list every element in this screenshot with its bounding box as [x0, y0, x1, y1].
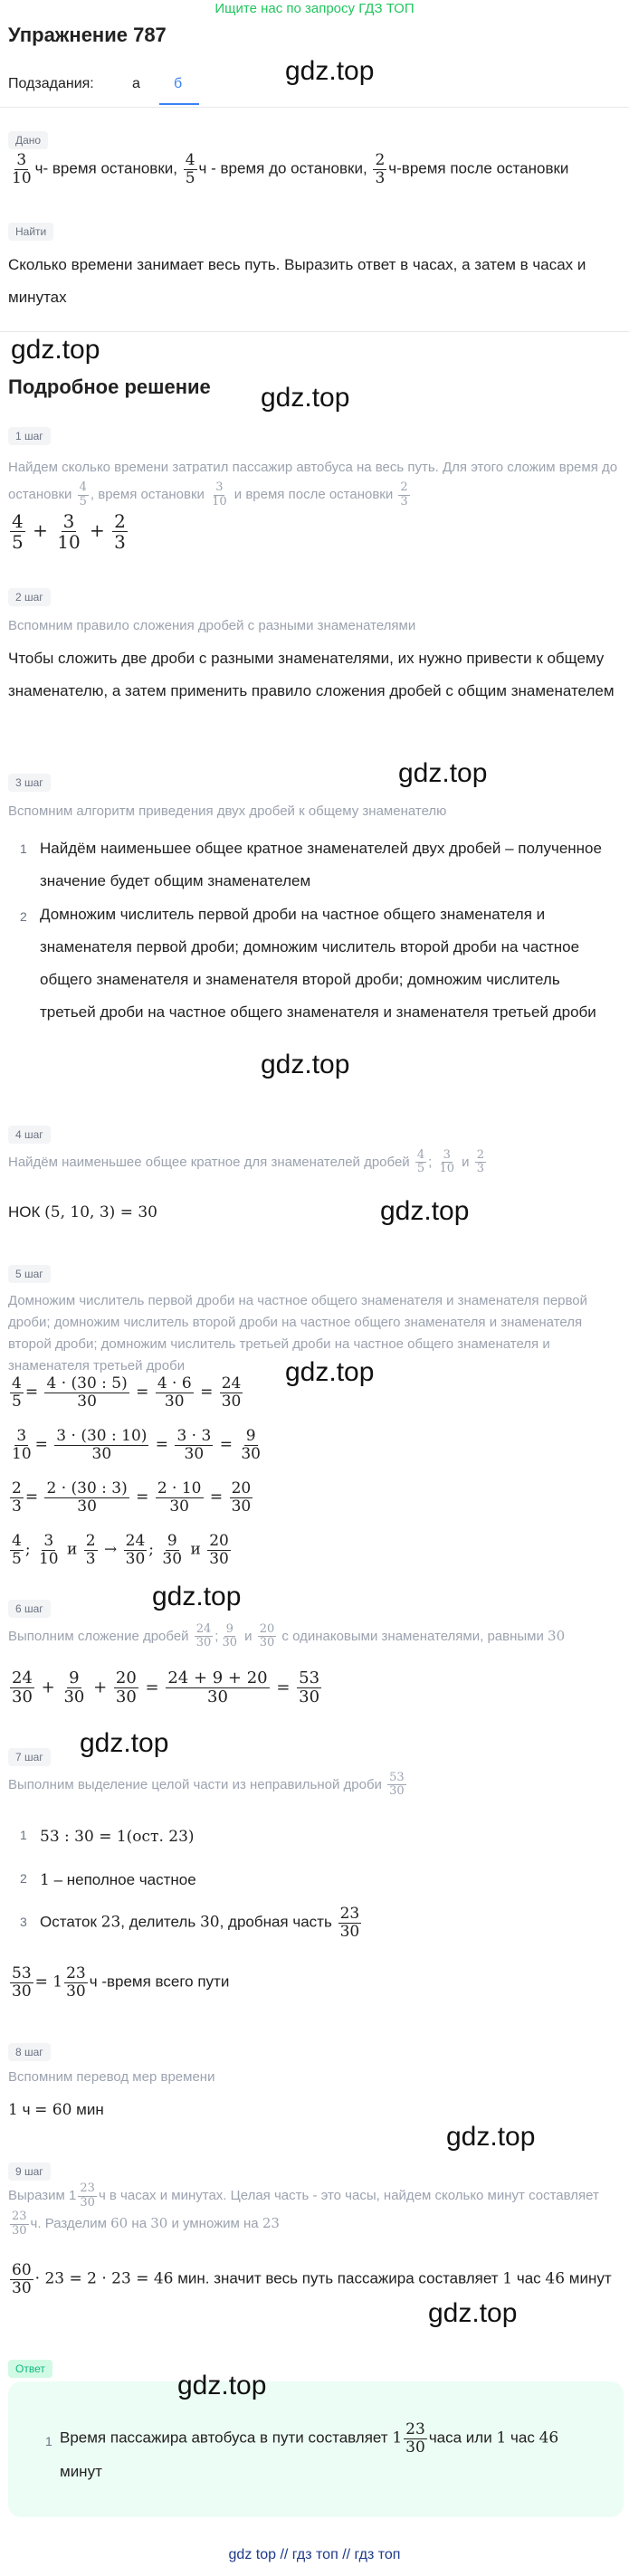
step3-gray: Вспомним алгоритм приведения двух дробей к общему знаменателю [8, 803, 447, 819]
list-number: 1 [20, 1828, 27, 1842]
step4-nok: НОК (5, 10, 3) = 30 [8, 1203, 157, 1221]
solution-title: Подробное решение [8, 375, 211, 398]
watermark: gdz.top [398, 758, 488, 788]
watermark: gdz.top [80, 1728, 169, 1758]
find-chip: Найти [8, 223, 53, 241]
watermark: gdz.top [285, 1357, 375, 1387]
watermark: gdz.top [261, 1050, 350, 1079]
footer-links[interactable]: gdz top // гдз топ // гдз топ [228, 2547, 401, 2562]
step1-formula: $\frac{4}{5}$ + $\frac{3}{10}$ + $\frac{2}{3}$ [12, 510, 126, 553]
step-chip: 6 шаг [8, 1600, 51, 1618]
watermark: gdz.top [177, 2371, 267, 2400]
answer-chip: Ответ [8, 2360, 52, 2378]
step-chip: 4 шаг [8, 1126, 51, 1144]
list-item: 1 – неполное частное [40, 1871, 196, 1889]
step9-text: $\frac{60}{30}$ · 23 = 2 · 23 = 46 мин. значит весь путь пассажира составляет 1 час 46 минут [12, 2261, 612, 2297]
step9-gray: Выразим 1 $\frac{23}{30}$ ч в часах и минутах. Целая часть - это часы, найдем сколько минут составляет $\frac{23}{30}$ ч. Разделим 60 на 30 и умножим на 23 [8, 2182, 599, 2238]
divider [0, 107, 629, 108]
list-number: 2 [20, 1871, 27, 1886]
step5-gray: Домножим числитель первой дроби на частное общего знаменателя и знаменателя первой дроби; домножим числитель второй дроби на частное общего знаменателя и знаменателя второй дроби; домножим числитель третьей дроби на частное общего знаменателя и знаменателя третьей дроби [8, 1293, 588, 1374]
step6-formula: $\frac{24}{30}$ + $\frac{9}{30}$ + $\frac{20}{30}$ = $\frac{24 + 9 + 20}{30}$ = $\frac{53}{30}$ [12, 1668, 320, 1706]
subtasks-label: Подзадания: [8, 76, 94, 91]
step8-gray: Вспомним перевод мер времени [8, 2069, 215, 2085]
list-number: 3 [20, 1915, 27, 1929]
list-item: Домножим числитель первой дроби на частное общего знаменателя и знаменателя первой дроби; домножим числитель второй дроби на частное общего знаменателя и знаменателя второй дроби; домножим числитель третьей дроби на частное общего знаменателя и знаменателя третьей дроби [40, 906, 596, 1021]
step6-gray: Выполним сложение дробей $\frac{24}{30}$ ; $\frac{9}{30}$ и $\frac{20}{30}$ с одинаковыми знаменателями, равными 30 [8, 1622, 566, 1650]
step5-eq1: $\frac{4}{5}$ = $\frac{4 \cdot (30 : 5)}{30}$ = $\frac{4 \cdot 6}{30}$ = $\frac{24}{30}$ [12, 1374, 242, 1411]
step-chip: 7 шаг [8, 1748, 51, 1766]
watermark: gdz.top [446, 2122, 536, 2152]
divider [0, 331, 629, 332]
list-item: Найдём наименьшее общее кратное знаменателей двух дробей – полученное значение будет общим знаменателем [40, 840, 602, 889]
step-chip: 1 шаг [8, 427, 51, 445]
find-text: Сколько времени занимает весь путь. Выразить ответ в часах, а затем в часах и минутах [8, 256, 586, 306]
step4-gray: Найдём наименьшее общее кратное для знаменателей дробей $\frac{4}{5}$ ; $\frac{3}{10}$ и $\frac{2}{3}$ [8, 1148, 485, 1176]
watermark: gdz.top [428, 2298, 518, 2328]
list-number: 1 [20, 841, 27, 856]
step5-eq2: $\frac{3}{10}$ = $\frac{3 \cdot (30 : 10)}{30}$ = $\frac{3 \cdot 3}{30}$ = $\frac{9}{30}$ [12, 1427, 261, 1463]
step-chip: 5 шаг [8, 1265, 51, 1283]
watermark: gdz.top [152, 1582, 242, 1611]
promo-banner[interactable]: Ищите нас по запросу ГДЗ ТОП [214, 1, 415, 16]
step2-text: Чтобы сложить две дроби с разными знаменателями, их нужно привести к общему знаменателю, а затем применить правило сложения дробей с общим знаменателем [8, 650, 615, 699]
page-title: Упражнение 787 [8, 24, 167, 46]
step7-gray: Выполним выделение целой части из неправильной дроби $\frac{53}{30}$ [8, 1771, 405, 1799]
step2-gray: Вспомним правило сложения дробей с разными знаменателями [8, 618, 416, 633]
active-tab-indicator [159, 103, 199, 105]
answer-text: Время пассажира автобуса в пути составляет 1 $\frac{23}{30}$ часа или 1 час 46 минут [60, 2420, 559, 2481]
step-chip: 9 шаг [8, 2163, 51, 2181]
step5-eq3: $\frac{2}{3}$ = $\frac{2 \cdot (30 : 3)}{30}$ = $\frac{2 \cdot 10}{30}$ = $\frac{20}{30}$ [12, 1479, 252, 1516]
step-chip: 8 шаг [8, 2043, 51, 2061]
list-number: 1 [45, 2434, 52, 2448]
step1-text: Найдем сколько времени затратил пассажир автобуса на весь путь. Для этого сложим время до остановки $\frac{4}{5}$ , время остановки $\frac{3}{10}$ и время после остановки $\frac{2}{3}$ [8, 460, 618, 509]
watermark: gdz.top [285, 56, 375, 86]
step8-text: 1 ч = 60 мин [8, 2101, 104, 2119]
watermark: gdz.top [11, 335, 100, 365]
tab-b[interactable]: б [174, 76, 183, 91]
step5-eq4: $\frac{4}{5}$ ; $\frac{3}{10}$ и $\frac{2}{3}$ → $\frac{24}{30}$ ; $\frac{9}{30}$ и $\frac{20}{30}$ [12, 1532, 229, 1568]
list-item: Остаток 23, делитель 30, дробная часть $\frac{23}{30}$ [40, 1905, 360, 1941]
list-number: 2 [20, 909, 27, 924]
list-item: 53 : 30 = 1(ост. 23) [40, 1828, 195, 1846]
watermark: gdz.top [261, 383, 350, 413]
given-chip: Дано [8, 131, 48, 149]
watermark: gdz.top [380, 1196, 470, 1226]
step7-result: $\frac{53}{30}$ = 1 $\frac{23}{30}$ ч -время всего пути [12, 1964, 230, 2001]
given-text: $\frac{3}{10}$ ч- время остановки, $\frac{4}{5}$ ч - время до остановки, $\frac{2}{3}$ ч-время после остановки [12, 151, 569, 187]
step-chip: 2 шаг [8, 588, 51, 606]
step-chip: 3 шаг [8, 774, 51, 792]
tab-a[interactable]: а [132, 76, 140, 91]
